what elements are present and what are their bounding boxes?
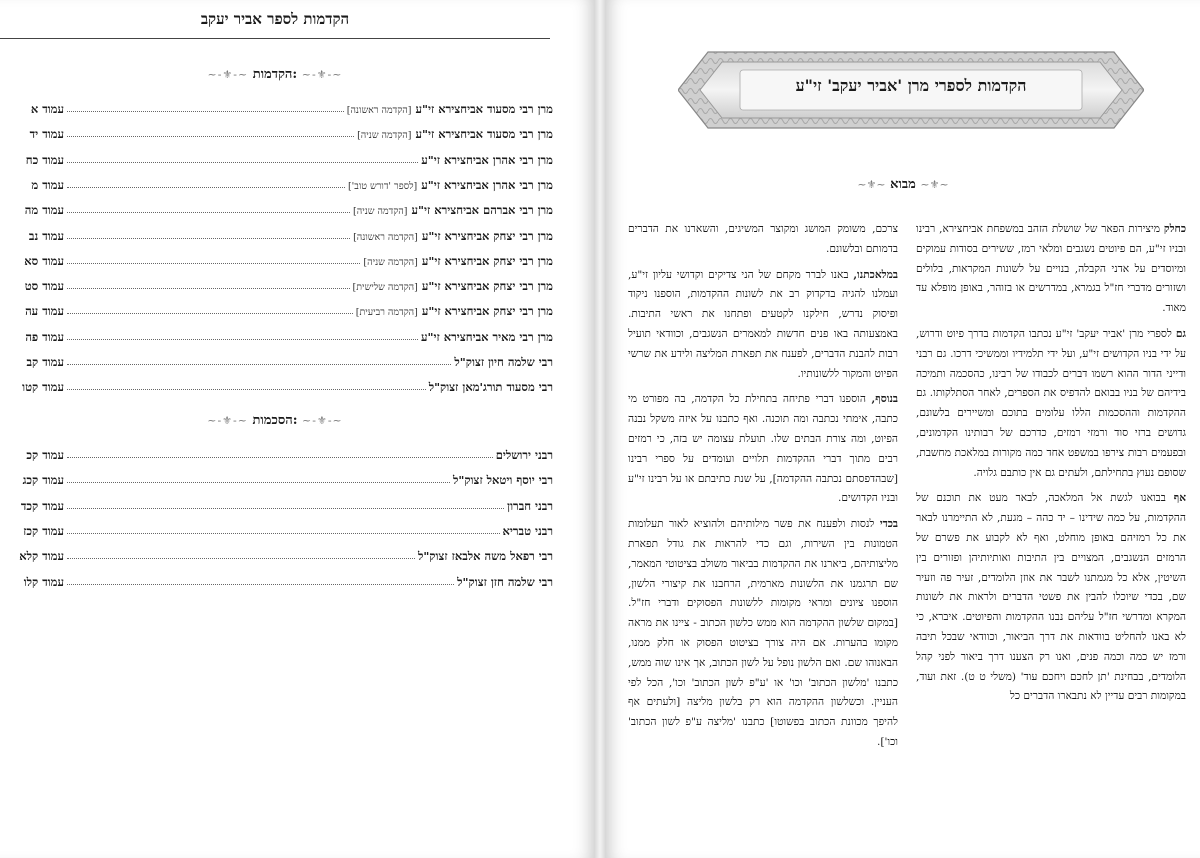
- banner-title: הקדמות לספרי מרן 'אביר יעקב' זי"ע: [795, 76, 1027, 95]
- toc-entry[interactable]: [0, 223, 553, 243]
- toc-entry-page: עמוד קכ: [26, 448, 64, 462]
- text-column-right: [916, 220, 1186, 713]
- toc-entry-name: מרן רבי אהרן אביחצירא זי"ע: [421, 177, 553, 192]
- dot-leader: [67, 238, 350, 239]
- paragraph-lead: אף: [1173, 492, 1186, 505]
- approbation-entry[interactable]: [0, 518, 553, 538]
- paragraph-text: צרכם, משומק המושג ומקוצר המשיגים, והשארנו את הדברים בדמותם ובלשונם.: [628, 223, 898, 255]
- toc-entry-name: רבי מסעוד תורג'מאן זצוק"ל: [428, 380, 553, 395]
- toc-entry-page: עמוד עה: [25, 304, 64, 319]
- toc-entry-page: עמוד פה: [25, 329, 64, 344]
- paragraph-text: לנסות ולפענח את פשר מילותיהם ולהוציא לאור תעלומות הטמונות בין השירות, וגם כדי להראות את גודל תפארת מליצותיהם, ביארנו את ההקדמות בביאור משולב בציטוטי המאמר, שם תרגמנו את הלשונות מארמית, הרחבנו את קיצורי הלשון, הוספנו ציונים ומראי מקומות ללשונות הפסוקים ודברי חז"ל. [במקום שלשון ההקדמה הוא ממש כלשון הכתוב - ציינו את מראה מקומו בהערות. אם היה צורך בציטוט הפסוק או חלק ממנו, הבאנוהו שם. ואם הלשון נופל על לשון הכתוב, אך אינו שוה ממש, כתבנו 'מלשון הכתוב' וכו' או 'ע"פ לשון הכתוב' וכו', הכל לפי העניין. וכשלשון ההקדמה הוא רק בלשון מליצה [ולעתים אף להיפך מכוונת הכתוב בפשוטו] כתבנו 'מליצה ע"פ לשון הכתוב' וכו'].: [628, 518, 898, 748]
- toc-entry-name: רבי שלמה חיון זצוק"ל: [454, 355, 553, 369]
- approbation-entry[interactable]: [0, 569, 553, 589]
- section-heading: ~⚜~ מבוא ~⚜~: [857, 177, 949, 192]
- paragraph: [628, 220, 898, 260]
- header-rule: [0, 38, 550, 39]
- dot-leader: [67, 288, 350, 289]
- paragraph-lead: כחלק: [1163, 223, 1186, 235]
- toc-entry[interactable]: [0, 96, 553, 116]
- toc-entry-note: [הקדמה רביעית]: [355, 307, 418, 319]
- left-page: [0, 0, 594, 858]
- toc-entry-name: רבני ירושלים: [495, 448, 553, 462]
- toc-entry[interactable]: [0, 172, 553, 192]
- toc-entry-note: [הקדמה שניה]: [353, 206, 408, 218]
- dot-leader: [67, 482, 450, 483]
- paragraph: [916, 489, 1186, 707]
- toc-entry-name: רבני חברון: [507, 498, 553, 513]
- toc-entry-note: [לספר 'דורש טוב']: [347, 180, 418, 192]
- toc-entry[interactable]: [0, 298, 553, 318]
- book-gutter: [594, 0, 606, 858]
- running-head: הקדמות לספר אביר יעקב: [200, 10, 350, 28]
- introductions-heading: ~-⚜-~ הקדמות: ~-⚜-~: [207, 67, 343, 82]
- toc-entry-page: עמוד קכז: [23, 523, 64, 538]
- flourish-ornament-icon: ~⚜~: [857, 178, 886, 191]
- toc-entry-page: עמוד קטו: [22, 380, 64, 395]
- toc-entry-page: עמוד מ: [31, 177, 64, 192]
- toc-entry-page: עמוד א: [30, 102, 64, 116]
- paragraph-lead: בכדי: [879, 518, 898, 531]
- dot-leader: [67, 508, 504, 509]
- toc-entry-name: רבי יוסף ויטאל זצוק"ל: [452, 473, 553, 488]
- toc-entry-page: עמוד קכד: [20, 498, 64, 513]
- dot-leader: [67, 389, 426, 390]
- toc-entry-page: עמוד קלו: [23, 574, 64, 589]
- toc-entry-page: עמוד סט: [24, 279, 64, 294]
- paragraph-text: מיצירות הפאר של שושלת הזהב במשפחת אביחצירא, רבינו ובניו זי"ע, הם פיוטים נשגבים ומלאי רמז, ששירים בסודות עמוקים ומיוסדים על אדני הקבלה, בנויים על לשונות המקראות, בלולים ושזורים מדברי חז"ל בגמרא, במדרשים או בזוהר, באופן מופלא עד מאוד.: [916, 223, 1186, 315]
- dot-leader: [67, 533, 500, 534]
- toc-entry[interactable]: [0, 349, 553, 369]
- toc-entry[interactable]: [0, 374, 553, 394]
- right-page: [606, 0, 1200, 858]
- dot-leader: [67, 136, 354, 137]
- paragraph: [628, 390, 898, 509]
- paragraph: [628, 515, 898, 753]
- toc-entry-note: [הקדמה שלישית]: [352, 282, 418, 294]
- paragraph-text: בבואנו לגשת אל המלאכה, לבאר מעט את תוכנם של ההקדמות, על כמה שידינו – יד כהה – מגעת, לא התיימרנו לבאר את כל רמזיהם באופן מוחלט, ואף לא לקבוע את פשרם של הרמזים הנשגבים, המצויים בין התיבות ואותיותיהן ופזורים בין השיטין, אלא כל מגמתנו לשבר את אוזן הלומדים, זעיר פה וזעיר שם, בכדי שיוכלו להבין את פשטי הדברים ולראות את לשונות המקרא ומדרשי חז"ל עליהם נבנו ההקדמות והפיוטים. איברא, כי לא באנו להחליט בוודאות את דרך הביאור, וכוודאי שבכל תיבה ורמז יש כמה וכמה פנים, ואנו רק הצענו דרך ביאור לפני קהל הלומדים, בבחינת 'תן לחכם ויחכם עוד' (משלי ט ט). זאת ועוד, במקומות רבים עדיין לא נתבארו הדברים כל: [916, 492, 1186, 703]
- toc-entry-page: עמוד סא: [24, 253, 64, 268]
- toc-entry-page: עמוד קב: [26, 355, 64, 369]
- approbation-entry[interactable]: [0, 493, 553, 513]
- dot-leader: [67, 339, 418, 340]
- flourish-ornament-icon: ~-⚜-~: [301, 68, 343, 81]
- toc-entry-name: רבי רפאל משה אלבאז זצוק"ל: [417, 549, 553, 564]
- toc-entry[interactable]: [0, 147, 553, 167]
- paragraph-lead: גם: [1175, 327, 1186, 340]
- paragraph-text: באנו לברר מקחם של הני צדיקים וקדושי עליון זי"ע, ועמלנו להגיה בדקדוק רב את לשונות ההקדמות, הוספנו ניקוד ופיסוק נדרש, חילקנו לקטעים ופתחנו את ראשי התיבות. באמצעותה באו פנים חדשות למאמרים הנשגבים, וכוודאי תועיל רבות להבנת הדברים, לפענח את תפארת המליצה ולידע את שרשי הפיוט והמקור ללשונותיו.: [628, 268, 898, 380]
- toc-entry-note: [הקדמה ראשונה]: [346, 105, 412, 116]
- toc-entry-name: מרן רבי יצחק אביחצירא זי"ע: [421, 228, 553, 243]
- approbation-entry[interactable]: [0, 543, 553, 563]
- toc-entry[interactable]: [0, 121, 553, 141]
- paragraph-lead: בנוסף,: [871, 393, 898, 406]
- flourish-ornament-icon: ~-⚜-~: [207, 68, 249, 81]
- toc-entry-name: מרן רבי מאיר אביחצירא זי"ע: [420, 329, 553, 344]
- flourish-ornament-icon: ~⚜~: [920, 178, 949, 191]
- dot-leader: [67, 111, 344, 112]
- toc-entry-name: מרן רבי יצחק אביחצירא זי"ע: [421, 279, 553, 294]
- paragraph: [628, 266, 898, 385]
- toc-entry-page: עמוד נב: [28, 228, 64, 243]
- toc-entry[interactable]: [0, 273, 553, 293]
- dot-leader: [67, 212, 350, 213]
- toc-entry-name: מרן רבי יצחק אביחצירא זי"ע: [421, 304, 553, 319]
- toc-entry[interactable]: [0, 197, 553, 217]
- toc-entry-note: [הקדמה ראשונה]: [353, 231, 418, 243]
- toc-entry-name: מרן רבי יצחק אביחצירא זי"ע: [421, 253, 553, 268]
- toc-entry-name: מרן רבי אהרן אביחצירא זי"ע: [421, 152, 553, 167]
- paragraph: [916, 325, 1186, 483]
- toc-entry-page: עמוד יד: [29, 127, 64, 142]
- paragraph-text: לספרי מרן 'אביר יעקב' זי"ע נכתבו הקדמות בדרך פיוט ודרוש, על ידי בניו הקדושים זי"ע, ועל ידי תלמידיו וממשיכי דרכו. גם רבני ודייני הדור ההוא רשמו דברים לכבודו של רבינו, כהסכמה ותמיכה בידיהם של בניו בבואם להדפיס את הספרים, לאחר הסתלקותו. גם ההקדמות וההסכמות הללו עלומים בתוכם ומשיירים בלשונם, גדושים ברזי סוד ורמזי רמזים, כדרכם של רבותינו הקדמונים, ובפעמים רבות צירפו במשפט אחד כמה מקורות במלאכת מחשבת, שסופם נעוץ בתחילתם, ולעתים גם אין כותבם גלויה.: [916, 327, 1186, 479]
- dot-leader: [67, 457, 493, 458]
- toc-entry-note: [הקדמה שניה]: [357, 130, 412, 142]
- toc-entry[interactable]: [0, 248, 553, 268]
- toc-entry-page: עמוד קכג: [22, 473, 64, 488]
- toc-entry-name: מרן רבי אברהם אביחצירא זי"ע: [411, 203, 553, 218]
- toc-entry-name: מרן רבי מסעוד אביחצירא זי"ע: [415, 127, 553, 142]
- dot-leader: [67, 162, 418, 163]
- toc-entry-note: [הקדמה שניה]: [363, 256, 418, 268]
- toc-entry[interactable]: [0, 324, 553, 344]
- flourish-ornament-icon: ~-⚜-~: [207, 414, 248, 427]
- paragraph-lead: במלאכתנו,: [853, 268, 898, 281]
- toc-entry-page: עמוד כח: [25, 152, 64, 167]
- toc-entry-name: רבי שלמה חזן זצוק"ל: [457, 574, 553, 589]
- dot-leader: [67, 558, 415, 559]
- toc-entry-page: עמוד מה: [24, 203, 64, 218]
- dot-leader: [67, 187, 345, 188]
- approbations-heading: ~-⚜-~ הסכמות: ~-⚜-~: [207, 413, 343, 428]
- dot-leader: [67, 263, 360, 264]
- approbation-entry[interactable]: [0, 442, 553, 462]
- toc-entry-page: עמוד קלא: [19, 549, 64, 564]
- dot-leader: [67, 313, 353, 314]
- toc-entry-name: מרן רבי מסעוד אביחצירא זי"ע: [415, 102, 553, 116]
- approbation-entry[interactable]: [0, 467, 553, 487]
- flourish-ornament-icon: ~-⚜-~: [302, 414, 343, 427]
- toc-entry-name: רבני טבריא: [502, 523, 553, 538]
- paragraph: [916, 220, 1186, 319]
- paragraph-text: הוספנו דברי פתיחה בתחילת כל הקדמה, בה מפורט מי כתבה, אימתי נכתבה ומה תוכנה. ואף כתבנו על איזה משקל נבנה הפיוט, ומה צורת הבתים שלו. תועלת עצומה יש בזה, כי רמזים רבים מתוך דברי ההקדמות תלויים ועומדים על ספרי רבינו [שבהדפסתם נכתבה ההקדמה], על שנת כתיבתם או על רבינו זי"ע ובניו הקדושים.: [628, 393, 898, 505]
- dot-leader: [67, 364, 451, 365]
- dot-leader: [67, 584, 454, 585]
- text-column-left: [628, 220, 898, 759]
